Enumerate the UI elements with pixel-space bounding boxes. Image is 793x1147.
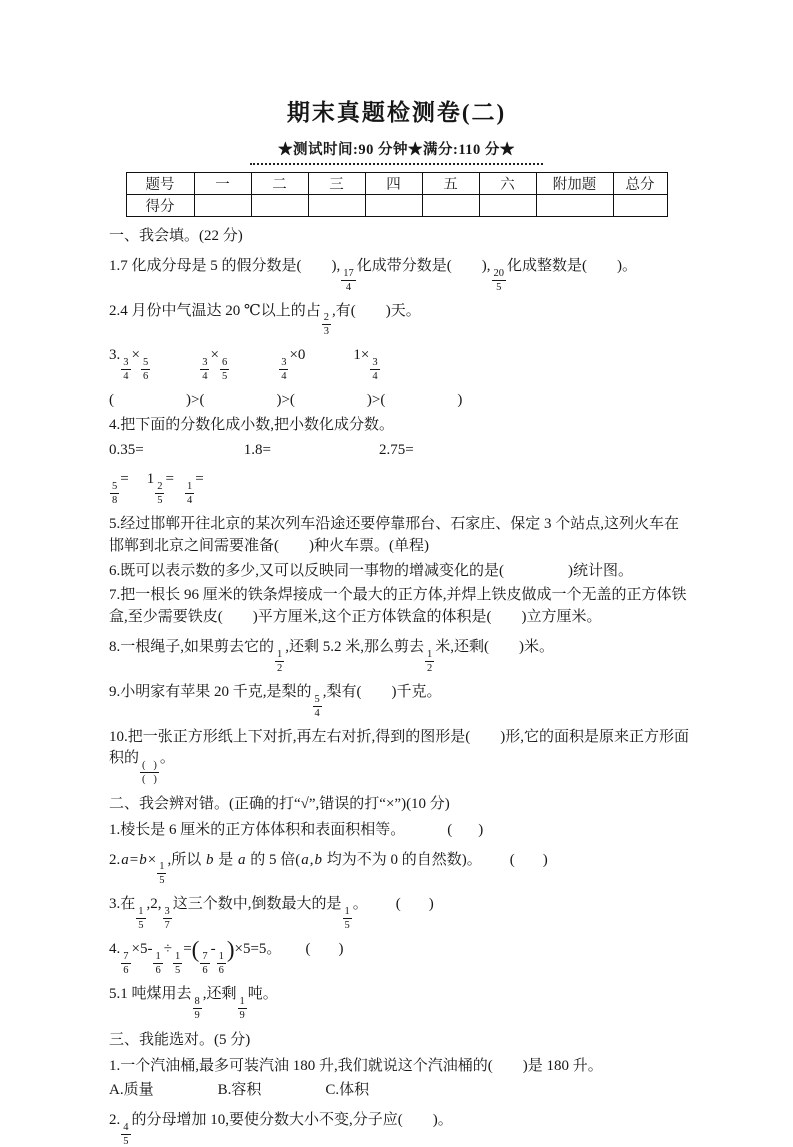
fraction-numerator: 3 bbox=[163, 906, 172, 919]
subtitle-row bbox=[0, 138, 793, 165]
question-line bbox=[109, 345, 689, 382]
question-text: = bbox=[120, 471, 129, 488]
fraction-denominator: 5 bbox=[496, 281, 502, 293]
question-text: 这三个数中,倒数最大的是 bbox=[172, 896, 342, 913]
fraction-denominator: 4 bbox=[314, 707, 320, 719]
question-text: )米。 bbox=[519, 638, 555, 655]
fraction-denominator: 3 bbox=[323, 326, 330, 338]
question-line bbox=[109, 301, 689, 338]
question-text: C.体积 bbox=[325, 1082, 370, 1099]
fraction bbox=[238, 996, 247, 1021]
fraction-numerator: 1 bbox=[238, 996, 247, 1009]
math-variable: a bbox=[121, 851, 129, 868]
fraction-numerator: 1 bbox=[173, 951, 182, 964]
blank-space bbox=[405, 833, 447, 834]
fraction-numerator: 3 bbox=[121, 357, 130, 370]
blank-space bbox=[129, 482, 147, 483]
fraction-denominator: 5 bbox=[344, 920, 350, 932]
blank-space bbox=[489, 650, 519, 651]
header-cell-6: 六 bbox=[479, 173, 536, 195]
blank-space bbox=[114, 403, 186, 404]
fraction bbox=[110, 481, 119, 506]
question-line bbox=[109, 939, 689, 976]
fraction bbox=[322, 312, 331, 337]
question-line bbox=[109, 390, 689, 412]
fraction-denominator: 6 bbox=[218, 964, 224, 976]
fraction-denominator: 6 bbox=[202, 964, 208, 976]
question-text: )。 bbox=[432, 1112, 453, 1129]
question-text: 1 bbox=[146, 471, 155, 488]
question-line bbox=[109, 820, 689, 842]
fraction bbox=[185, 481, 194, 506]
question-text: ,梨有( bbox=[322, 683, 362, 700]
blank-space bbox=[492, 620, 522, 621]
blank-space bbox=[174, 482, 184, 483]
fraction-numerator: 5 bbox=[141, 357, 150, 370]
fraction-denominator: 5 bbox=[221, 371, 228, 383]
fraction-denominator: 2 bbox=[277, 662, 283, 674]
question-text: 8.一根绳子,如果剪去它的 bbox=[109, 638, 275, 655]
question-text: ( bbox=[447, 821, 453, 838]
question-text: ,所以 bbox=[167, 851, 205, 868]
score-cell[interactable] bbox=[479, 195, 536, 217]
fraction bbox=[217, 951, 226, 976]
blank-space bbox=[368, 907, 396, 908]
section-heading: 三、我能选对。(5 分) bbox=[109, 1031, 251, 1048]
fraction-numerator: 1 bbox=[157, 861, 166, 874]
question-text: × bbox=[210, 347, 219, 364]
fraction-numerator: 5 bbox=[110, 481, 119, 494]
question-text: ,还剩 bbox=[202, 985, 237, 1002]
fraction-denominator: 8 bbox=[112, 495, 118, 507]
question-text: 2. bbox=[109, 1112, 121, 1129]
fraction-denominator: 9 bbox=[194, 1009, 200, 1021]
score-cell[interactable] bbox=[536, 195, 613, 217]
fraction-numerator: 2 bbox=[322, 312, 331, 325]
blank-space bbox=[356, 314, 386, 315]
fraction-denominator: 6 bbox=[155, 964, 161, 976]
question-text: ,还剩 5.2 米,那么剪去 bbox=[285, 638, 425, 655]
fraction bbox=[136, 906, 145, 931]
question-text: ,2, bbox=[146, 896, 162, 913]
question-text: × bbox=[147, 851, 157, 868]
section bbox=[109, 226, 689, 785]
question-text: 是 bbox=[214, 851, 237, 868]
question-line bbox=[109, 1110, 689, 1147]
fraction bbox=[173, 951, 182, 976]
fraction-numerator: 8 bbox=[193, 996, 202, 1009]
blank-space bbox=[482, 863, 510, 864]
fraction-numerator: 5 bbox=[313, 694, 322, 707]
math-variable: b bbox=[314, 851, 322, 868]
blank-space bbox=[151, 358, 199, 359]
blank-space bbox=[279, 549, 309, 550]
score-table bbox=[126, 172, 668, 217]
question-text: )>( bbox=[276, 392, 295, 409]
header-cell-question-no: 题号 bbox=[126, 173, 194, 195]
blank-space bbox=[587, 269, 617, 270]
score-row bbox=[126, 195, 667, 217]
big-paren: ) bbox=[226, 937, 235, 963]
fraction bbox=[155, 481, 164, 506]
question-line bbox=[109, 514, 689, 558]
question-text: )千克。 bbox=[391, 683, 442, 700]
header-cell-1: 一 bbox=[194, 173, 251, 195]
fraction-numerator: ( ) bbox=[140, 760, 159, 773]
question-text: , bbox=[309, 851, 314, 868]
question-text: 的分母增加 10,要使分数大小不变,分子应( bbox=[131, 1112, 403, 1129]
blank-space bbox=[154, 1093, 218, 1094]
question-text: )平方厘米,这个正方体铁盒的体积是( bbox=[252, 609, 492, 626]
fraction bbox=[313, 694, 322, 719]
question-text: )统计图。 bbox=[568, 562, 633, 579]
fraction-numerator: 1 bbox=[217, 951, 226, 964]
question-text: = bbox=[165, 471, 174, 488]
fraction-denominator: 7 bbox=[164, 920, 170, 932]
question-text: 5.经过邯郸开往北京的某次列车沿途还要停靠邢台、石家庄、保定 3 个站点,这列火车在邯郸到北京之间需要准备( bbox=[109, 516, 680, 554]
question-line bbox=[109, 561, 689, 583]
question-line bbox=[109, 1056, 689, 1078]
section-heading: 二、我会辨对错。(正确的打“√”,错误的打“×”)(10 分) bbox=[109, 796, 450, 813]
blank-space bbox=[493, 1069, 523, 1070]
sections bbox=[109, 226, 689, 1147]
question-text: - bbox=[210, 941, 216, 958]
fraction-denominator: 4 bbox=[345, 281, 352, 293]
fraction-denominator: 6 bbox=[123, 964, 129, 976]
blank-space bbox=[310, 952, 338, 953]
blank-space bbox=[470, 740, 500, 741]
score-cell[interactable] bbox=[365, 195, 422, 217]
fraction-numerator: 1 bbox=[275, 649, 284, 662]
question-line bbox=[109, 850, 689, 887]
question-line bbox=[109, 727, 689, 786]
question-text: 6.既可以表示数的多少,又可以反映同一事物的增减变化的是( bbox=[109, 562, 504, 579]
fraction bbox=[220, 357, 229, 382]
question-text: ÷ bbox=[163, 941, 172, 958]
fraction-denominator: 5 bbox=[157, 495, 163, 507]
score-cell[interactable] bbox=[308, 195, 365, 217]
blank-space bbox=[452, 833, 478, 834]
fraction-denominator: 2 bbox=[427, 662, 433, 674]
fraction-numerator: 1 bbox=[136, 906, 145, 919]
question-text: ×5=5。 bbox=[234, 941, 282, 958]
question-text: × bbox=[131, 347, 140, 364]
fraction-numerator: 1 bbox=[343, 906, 352, 919]
fraction-numerator: 3 bbox=[370, 357, 379, 370]
question-text: 1.8= bbox=[243, 441, 271, 458]
question-text: 9.小明家有苹果 20 千克,是梨的 bbox=[109, 683, 312, 700]
fraction bbox=[121, 951, 130, 976]
question-text: 0.35= bbox=[109, 441, 144, 458]
question-text: = bbox=[129, 851, 139, 868]
question-text: )形,它的面积是原来正方形面积的 bbox=[109, 728, 689, 767]
question-text: 5.1 吨煤用去 bbox=[109, 985, 192, 1002]
question-line bbox=[109, 469, 689, 506]
question-text: )。 bbox=[617, 257, 637, 274]
fraction bbox=[341, 268, 356, 293]
question-text: 10.把一张正方形纸上下对折,再左右对折,得到的图形是( bbox=[109, 728, 471, 745]
score-cell[interactable] bbox=[194, 195, 251, 217]
question-text: ) bbox=[428, 896, 434, 913]
blank-space bbox=[144, 453, 244, 454]
fraction-denominator: 4 bbox=[186, 495, 193, 507]
question-text: ×5- bbox=[131, 941, 153, 958]
fraction-numerator: 7 bbox=[200, 951, 209, 964]
question-text: ) bbox=[457, 392, 463, 409]
question-text: ( bbox=[509, 851, 515, 868]
question-text: )立方厘米。 bbox=[521, 609, 602, 626]
question-text: 4. bbox=[109, 941, 121, 958]
question-line bbox=[109, 894, 689, 931]
big-paren: ( bbox=[191, 937, 200, 963]
question-text: 吨。 bbox=[247, 985, 278, 1002]
question-text: )>( bbox=[186, 392, 205, 409]
blank-space bbox=[302, 269, 332, 270]
fraction-denominator: ( ) bbox=[142, 774, 157, 786]
blank-space bbox=[515, 863, 543, 864]
fraction bbox=[121, 357, 130, 382]
section bbox=[109, 794, 689, 1021]
fraction bbox=[163, 906, 172, 931]
fraction-denominator: 4 bbox=[281, 371, 287, 383]
fraction bbox=[275, 649, 284, 674]
question-text: = bbox=[195, 471, 204, 488]
fraction-denominator: 5 bbox=[138, 920, 144, 932]
header-cell-3: 三 bbox=[308, 173, 365, 195]
blank-space bbox=[452, 269, 482, 270]
fraction bbox=[153, 951, 162, 976]
fraction-denominator: 4 bbox=[123, 371, 129, 383]
question-text: 米,还剩( bbox=[435, 638, 490, 655]
question-text: 的 5 倍( bbox=[246, 851, 301, 868]
score-table-header-row bbox=[126, 173, 667, 195]
question-text: = bbox=[183, 941, 192, 958]
question-line bbox=[109, 984, 689, 1021]
question-line bbox=[109, 256, 689, 293]
math-variable: b bbox=[205, 851, 214, 868]
fraction bbox=[492, 268, 507, 293]
fraction bbox=[370, 357, 379, 382]
question-text: 。 bbox=[159, 750, 175, 767]
header-cell-2: 二 bbox=[251, 173, 308, 195]
fraction bbox=[157, 861, 166, 886]
fraction-numerator: 20 bbox=[492, 268, 507, 281]
blank-space bbox=[223, 620, 253, 621]
section-heading: 一、我会填。(22 分) bbox=[109, 228, 243, 244]
score-cell[interactable] bbox=[251, 195, 308, 217]
fraction bbox=[121, 1122, 130, 1147]
question-text: ), bbox=[331, 257, 341, 274]
score-row-label: 得分 bbox=[126, 195, 194, 217]
question-text: ), bbox=[481, 257, 491, 274]
question-text: ) bbox=[478, 821, 484, 838]
question-line bbox=[109, 682, 689, 719]
fraction-numerator: 1 bbox=[425, 649, 434, 662]
fraction bbox=[200, 951, 209, 976]
blank-space bbox=[271, 453, 379, 454]
question-text: A.质量 bbox=[109, 1082, 154, 1099]
fraction bbox=[193, 996, 202, 1021]
question-text: 1× bbox=[353, 347, 370, 364]
question-text: 4.把下面的分数化成小数,把小数化成分数。 bbox=[109, 416, 395, 433]
question-text: 2.75= bbox=[378, 441, 414, 458]
question-text: 3.在 bbox=[109, 896, 136, 913]
fraction-numerator: 4 bbox=[121, 1122, 130, 1135]
question-text: ,有( bbox=[332, 302, 356, 319]
question-text: 2.4 月份中气温达 20 ℃以上的占 bbox=[109, 302, 321, 319]
fraction-numerator: 1 bbox=[153, 951, 162, 964]
fraction-numerator: 3 bbox=[200, 357, 209, 370]
fraction-numerator: 3 bbox=[279, 357, 288, 370]
question-line bbox=[109, 585, 689, 629]
question-text: 2. bbox=[109, 851, 121, 868]
fraction-denominator: 5 bbox=[174, 964, 181, 976]
blank-space bbox=[281, 952, 305, 953]
question-text: 1.一个汽油桶,最多可装汽油 180 升,我们就说这个汽油桶的( bbox=[109, 1057, 493, 1074]
score-cell[interactable] bbox=[422, 195, 479, 217]
fraction bbox=[425, 649, 434, 674]
blank-space bbox=[401, 907, 429, 908]
question-text: ( bbox=[305, 941, 311, 958]
fraction-numerator: 17 bbox=[341, 268, 356, 281]
fraction-denominator: 5 bbox=[123, 1135, 129, 1147]
math-variable: a bbox=[237, 851, 246, 868]
header-cell-extra: 附加题 bbox=[536, 173, 613, 195]
question-text: B.容积 bbox=[217, 1082, 262, 1099]
fraction-denominator: 5 bbox=[159, 875, 165, 887]
question-text: )是 180 升。 bbox=[522, 1057, 603, 1074]
fraction bbox=[279, 357, 288, 382]
fraction-denominator: 6 bbox=[142, 371, 149, 383]
blank-space bbox=[230, 358, 278, 359]
header-cell-5: 五 bbox=[422, 173, 479, 195]
blank-space bbox=[305, 358, 353, 359]
header-cell-total: 总分 bbox=[613, 173, 667, 195]
blank-space bbox=[261, 1093, 325, 1094]
fraction-numerator: 2 bbox=[155, 481, 164, 494]
question-text: )>( bbox=[366, 392, 386, 409]
question-text: 3. bbox=[109, 347, 121, 364]
question-line bbox=[109, 415, 689, 437]
section bbox=[109, 1030, 689, 1147]
fraction-denominator: 4 bbox=[202, 371, 208, 383]
page-title: 期末真题检测卷(二) bbox=[286, 100, 507, 125]
fraction-numerator: 7 bbox=[121, 951, 130, 964]
question-text: ( bbox=[395, 896, 401, 913]
question-text: 化成整数是( bbox=[507, 257, 587, 274]
fraction-denominator: 4 bbox=[372, 371, 378, 383]
question-text: )种火车票。(单程) bbox=[309, 537, 429, 554]
question-text: 1.7 化成分母是 5 的假分数是( bbox=[109, 257, 302, 274]
question-text: )天。 bbox=[385, 302, 421, 319]
fraction bbox=[200, 357, 209, 382]
score-cell[interactable] bbox=[613, 195, 667, 217]
blank-space bbox=[362, 695, 392, 696]
question-text: 1.棱长是 6 厘米的正方体体积和表面积相等。 bbox=[109, 821, 406, 838]
question-line bbox=[109, 637, 689, 674]
blank-space bbox=[204, 403, 276, 404]
question-line bbox=[109, 440, 689, 462]
question-text: ( bbox=[109, 392, 114, 409]
question-text: 均为不为 0 的自然数)。 bbox=[322, 851, 482, 868]
fraction-denominator: 9 bbox=[239, 1009, 245, 1021]
header-cell-4: 四 bbox=[365, 173, 422, 195]
fraction bbox=[140, 760, 159, 785]
question-text: 7.把一根长 96 厘米的铁条焊接成一个最大的正方体,并焊上铁皮做成一个无盖的正方体铁盒,至少需要铁皮( bbox=[109, 587, 687, 626]
question-text: 化成带分数是( bbox=[356, 257, 452, 274]
question-text: ) bbox=[542, 851, 548, 868]
blank-space bbox=[504, 574, 568, 575]
page-subtitle: ★测试时间:90 分钟★满分:110 分★ bbox=[250, 138, 543, 165]
math-variable: a bbox=[301, 851, 309, 868]
question-text: ) bbox=[338, 941, 344, 958]
math-variable: b bbox=[139, 851, 147, 868]
question-text: 。 bbox=[352, 896, 368, 913]
fraction bbox=[141, 357, 150, 382]
blank-space bbox=[385, 403, 457, 404]
question-text: ×0 bbox=[289, 347, 306, 364]
question-line bbox=[109, 1080, 689, 1102]
fraction bbox=[343, 906, 352, 931]
blank-space bbox=[295, 403, 367, 404]
fraction-numerator: 1 bbox=[185, 481, 194, 494]
blank-space bbox=[403, 1123, 433, 1124]
fraction-numerator: 6 bbox=[220, 357, 229, 370]
